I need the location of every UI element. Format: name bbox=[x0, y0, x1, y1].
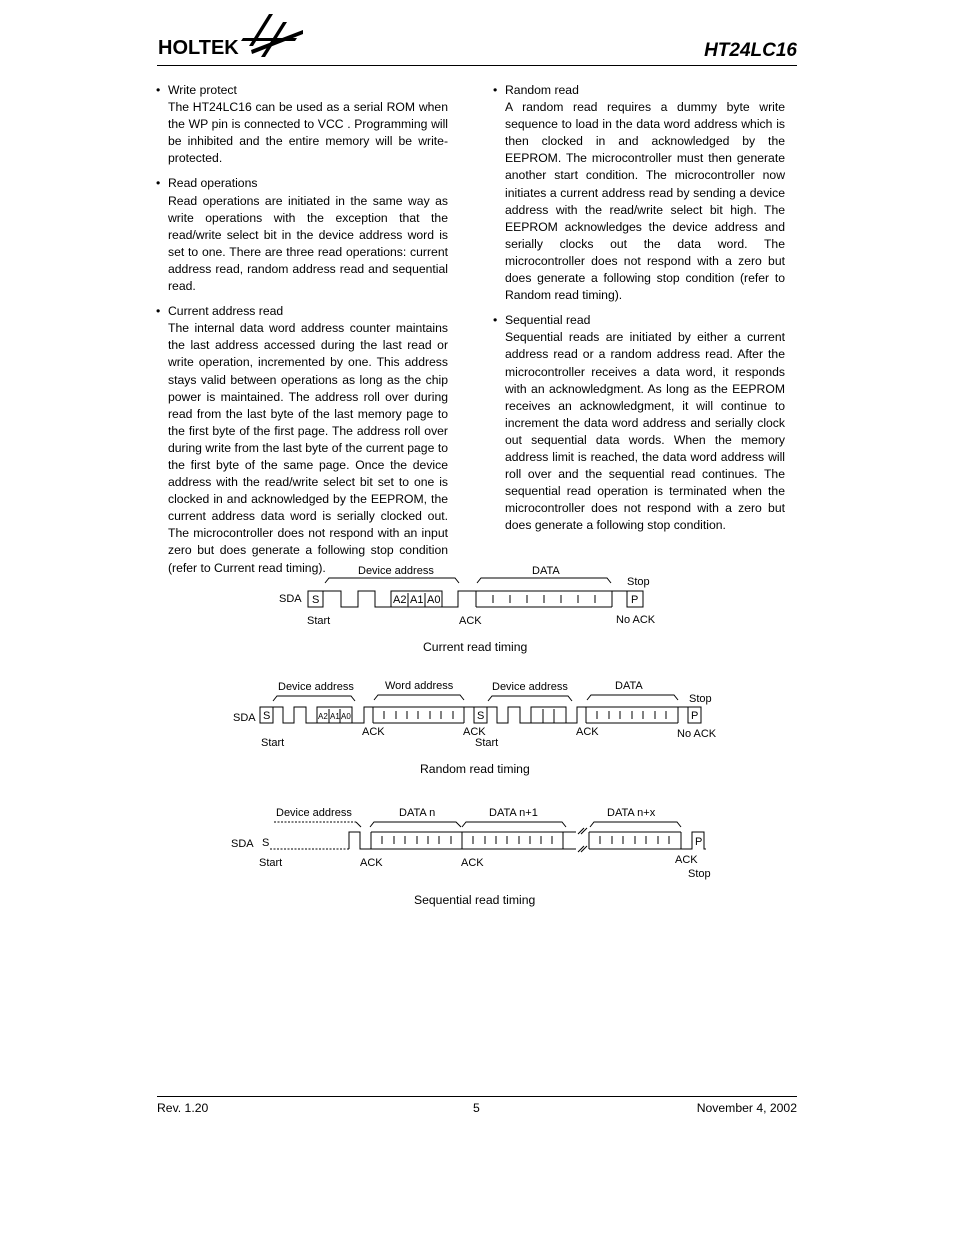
label-word-address: Word address bbox=[385, 680, 454, 692]
page-number: 5 bbox=[473, 1101, 480, 1115]
section-body: A random read requires a dummy byte write sequence to load in the data word address which is then clocked in and acknowledged by the EEPROM. The microcontroller must then generate another start condition. The microcontroller now initiates a current address read by sending a device address with the read/write select bit high. The EEPROM acknowledges the device address and serially clocks out the data word. The microcontroller does not respond with a zero but does generate a following stop condition (refer to Random read timing). bbox=[505, 100, 785, 303]
caption-current-read: Current read timing bbox=[423, 640, 528, 654]
bullet-icon: • bbox=[156, 83, 161, 97]
bullet-icon: • bbox=[493, 83, 498, 97]
label-s1: S bbox=[263, 710, 271, 722]
label-ack-3: ACK bbox=[675, 854, 698, 866]
label-ack: ACK bbox=[459, 615, 482, 627]
label-p: P bbox=[691, 710, 699, 722]
label-ack-2: ACK bbox=[461, 857, 484, 869]
revision: Rev. 1.20 bbox=[157, 1101, 209, 1115]
label-device-address-1: Device address bbox=[278, 681, 354, 693]
label-sda: SDA bbox=[231, 838, 254, 850]
label-s: S bbox=[312, 594, 320, 606]
label-start: Start bbox=[307, 615, 331, 627]
section-body: Read operations are initiated in the same way as write operations with the exception that the read/write select bit in the device address word is set to one. There are three read operations: current address read, random address read and sequential read. bbox=[168, 193, 448, 294]
label-a0: A0 bbox=[341, 712, 351, 721]
label-sda: SDA bbox=[279, 593, 302, 605]
caption-random-read: Random read timing bbox=[420, 762, 530, 776]
label-device-address-2: Device address bbox=[492, 681, 568, 693]
svg-text:HOLTEK: HOLTEK bbox=[158, 37, 239, 59]
random-read-diagram bbox=[233, 680, 717, 776]
page-footer bbox=[157, 1096, 797, 1115]
label-start-2: Start bbox=[475, 737, 499, 749]
label-start-1: Start bbox=[261, 737, 285, 749]
caption-sequential-read: Sequential read timing bbox=[414, 893, 536, 907]
bullet-icon: • bbox=[156, 304, 161, 319]
label-stop: Stop bbox=[689, 693, 712, 705]
label-a2: A2 bbox=[318, 712, 328, 721]
label-ack-3: ACK bbox=[576, 726, 599, 738]
label-a1: A1 bbox=[410, 594, 424, 606]
label-device-address: Device address bbox=[276, 807, 352, 819]
section-heading: Random read bbox=[505, 83, 579, 97]
label-no-ack: No ACK bbox=[616, 614, 656, 626]
section-heading: Sequential read bbox=[505, 313, 591, 328]
section-heading: Write protect bbox=[168, 83, 237, 97]
label-s2: S bbox=[477, 710, 485, 722]
bullet-icon: • bbox=[493, 313, 498, 328]
section-heading: Read operations bbox=[168, 176, 258, 191]
label-p: P bbox=[631, 594, 639, 606]
label-a1: A1 bbox=[330, 712, 340, 721]
label-s: S bbox=[262, 837, 270, 849]
label-data-n1: DATA n+1 bbox=[489, 807, 538, 819]
label-sda: SDA bbox=[233, 712, 256, 724]
section-heading: Current address read bbox=[168, 304, 284, 319]
bullet-icon: • bbox=[156, 176, 161, 191]
label-data-n: DATA n bbox=[399, 807, 436, 819]
label-stop: Stop bbox=[688, 868, 711, 880]
label-ack-1: ACK bbox=[360, 857, 383, 869]
label-data: DATA bbox=[532, 565, 560, 577]
section-body: The internal data word address counter maintains the last address accessed during the last read or write operation, incremented by one. This address stays valid between operations as long as the chip power is maintained. The address roll over during read from the last byte of the last memory page to the first byte of the first page. The address roll over during write from the last byte of the current page to the first byte of the same page. Once the device address with the read/write select bit set to one is clocked in and acknowledged by the EEPROM, the current address data word is serially clocked out. The microcontroller does not respond with an input zero but does generate a following stop condition (refer to Current read timing). bbox=[168, 321, 448, 575]
label-p: P bbox=[695, 836, 703, 848]
section-body: Sequential reads are initiated by either a current address read or a random address read. After the microcontroller receives a data word, it responds with an acknowledgment. As long as the EEPROM receives an acknowledgment, it will continue to increment the data word address and serially clock out sequential data words. When the memory address limit is reached, the data word address will roll over and the sequential read continues. The sequential read operation is terminated when the microcontroller does not respond with a zero but does generate a following stop condition. bbox=[505, 330, 785, 533]
label-stop: Stop bbox=[627, 576, 650, 588]
label-device-address: Device address bbox=[358, 565, 434, 577]
label-ack-1: ACK bbox=[362, 726, 385, 738]
label-no-ack: No ACK bbox=[677, 728, 717, 740]
sequential-read-diagram bbox=[231, 807, 711, 907]
label-a2: A2 bbox=[393, 594, 407, 606]
label-start: Start bbox=[259, 857, 283, 869]
document-title: HT24LC16 bbox=[704, 40, 797, 61]
release-date: November 4, 2002 bbox=[696, 1101, 797, 1115]
label-a0: A0 bbox=[427, 594, 441, 606]
current-read-diagram bbox=[279, 565, 656, 654]
section-body: The HT24LC16 can be used as a serial ROM when the WP pin is connected to VCC . Programming will be inhibited and the entire memory will be write-protected. bbox=[168, 100, 448, 166]
label-ack-2: ACK bbox=[463, 726, 486, 738]
label-data: DATA bbox=[615, 680, 643, 692]
label-data-nx: DATA n+x bbox=[607, 807, 656, 819]
